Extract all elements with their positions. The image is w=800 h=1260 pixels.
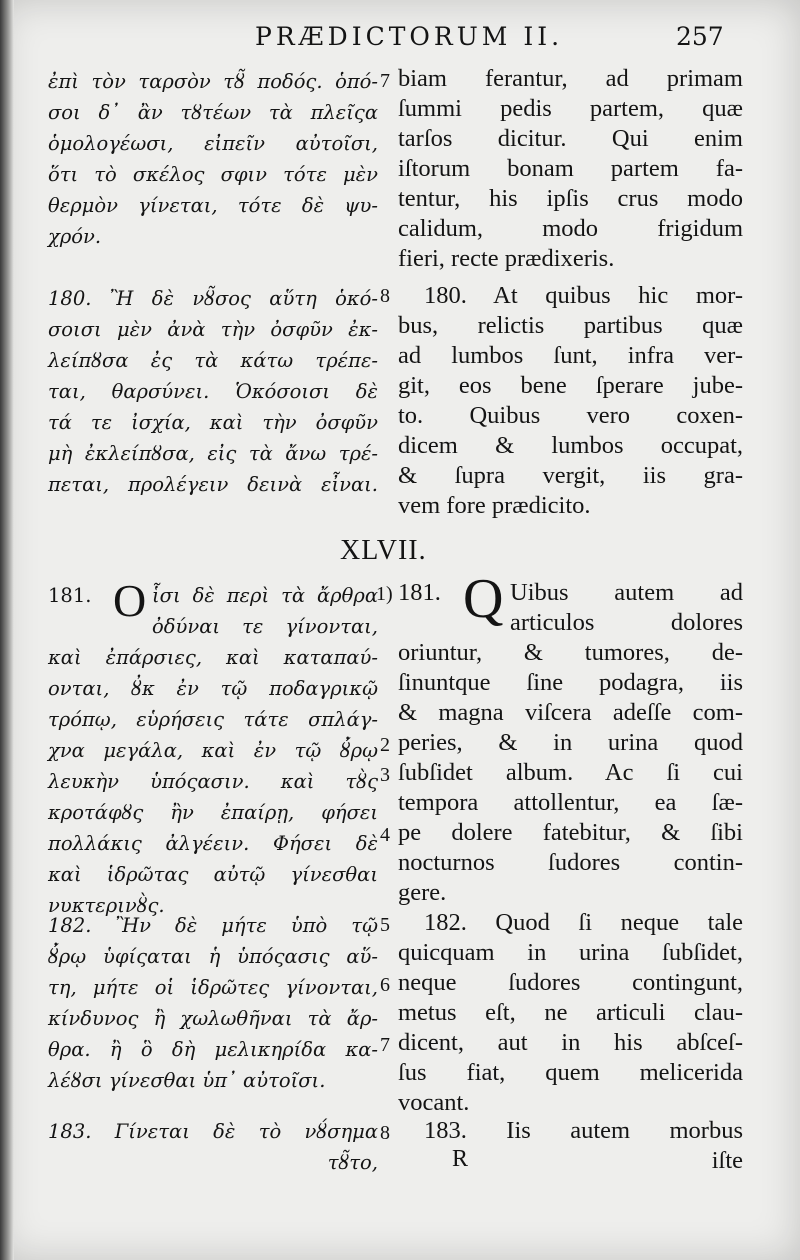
latin-line: dicent, aut in his abſceſ-: [398, 1029, 743, 1056]
latin-line: ſus fiat, quem melicerida: [398, 1059, 743, 1086]
greek-paragraph-183: [48, 1116, 378, 1178]
greek-paragraph-181-head: [152, 580, 378, 642]
greek-intro: [48, 66, 378, 252]
greek-line: 183. Γίνεται δὲ τὸ νȣ́σημα: [48, 1120, 378, 1143]
latin-line: & ſupra vergit, iis gra-: [398, 462, 743, 489]
latin-line: 180. At quibus hic mor-: [424, 282, 743, 309]
greek-paragraph-180: [48, 283, 378, 500]
latin-paragraph-180: [398, 281, 743, 521]
latin-paragraph-181-head: [510, 578, 743, 638]
latin-paragraph-181: [398, 638, 743, 908]
latin-line: iſtorum bonam partem fa-: [398, 155, 743, 182]
latin-line: tempora attollentur, ea ſæ-: [398, 789, 743, 816]
greek-line: καὶ ἐπάρσιες, καὶ καταπαύ-: [48, 646, 378, 669]
latin-line: vem fore prædicito.: [398, 492, 591, 519]
greek-line: νυκτερινȣ̀ς.: [48, 894, 165, 917]
greek-line: κροτάφȣς ἢν ἐπαίρῃ, φήσει: [48, 801, 378, 824]
greek-line: χνα μεγάλα, καὶ ἐν τῷ ȣ̓́ρῳ: [48, 739, 378, 762]
greek-line: ἐπὶ τὸν ταρσὸν τȣ̃ ποδός. ὁπό-: [48, 70, 378, 93]
marginal-number: 7: [380, 1034, 390, 1056]
greek-line: ονται, ȣ̓κ ἐν τῷ ποδαγρικῷ: [48, 677, 378, 700]
greek-line: σοι δ᾽ ἂν τȣτέων τὰ πλεῖςα: [48, 101, 378, 124]
latin-line: quicquam in urina ſubſidet,: [398, 939, 743, 966]
latin-line: neque ſudores contingunt,: [398, 969, 743, 996]
greek-line: μὴ ἐκλείπȣσα, εἰς τὰ ἄνω τρέ-: [48, 442, 378, 465]
greek-line: λέȣσι γίνεσθαι ὑπ᾽ αὐτοῖσι.: [48, 1069, 326, 1092]
greek-line: τά τε ἰσχία, καὶ τὴν ὀσφῦν: [48, 411, 378, 434]
marginal-number: 1): [376, 583, 393, 605]
greek-line: πεται, προλέγειν δεινὰ εἶναι.: [48, 473, 378, 496]
latin-line: bus, relictis partibus quæ: [398, 312, 743, 339]
marginal-number: 3: [380, 764, 390, 786]
latin-line: dicem & lumbos occupat,: [398, 432, 743, 459]
latin-line: ad lumbos ſunt, infra ver-: [398, 342, 743, 369]
greek-line: καὶ ἱδρῶτας αὐτῷ γίνεσθαι: [48, 863, 378, 886]
marginal-number: 8: [380, 285, 390, 307]
section-heading: XLVII.: [340, 535, 427, 566]
greek-paragraph-182: [48, 910, 378, 1096]
greek-line: ὀδύναι τε γίνονται,: [152, 615, 378, 638]
latin-line: & magna viſcera adeſſe com-: [398, 699, 743, 726]
latin-line: ſummi pedis partem, quæ: [398, 95, 743, 122]
latin-line: to. Quibus vero coxen-: [398, 402, 743, 429]
greek-line: ὅτι τὸ σκέλος σφιν τότε μὲν: [48, 163, 378, 186]
marginal-number: 8: [380, 1122, 390, 1144]
latin-line: calidum, modo frigidum: [398, 215, 743, 242]
greek-line: τρόπῳ, εὑρήσεις τάτε σπλάγ-: [48, 708, 378, 731]
latin-line: Uibus autem ad: [510, 579, 743, 606]
greek-line: κίνδυνος ἢ χωλωθῆναι τὰ ἄρ-: [48, 1007, 378, 1030]
page-spine-shadow: [0, 0, 14, 1260]
paragraph-number: 181.: [398, 579, 441, 606]
latin-line: nocturnos ſudores contin-: [398, 849, 743, 876]
latin-line: fieri, recte prædixeris.: [398, 245, 615, 272]
latin-line: git, eos bene ſperare jube-: [398, 372, 743, 399]
greek-line: τη, μήτε οἱ ἱδρῶτες γίνονται,: [48, 976, 378, 999]
greek-line: ȣ̓́ρῳ ὑφίςαται ἡ ὑπόςασις αὕ-: [48, 945, 378, 968]
greek-line: σοισι μὲν ἀνὰ τὴν ὀσφῦν ἐκ-: [48, 318, 378, 341]
latin-line: vocant.: [398, 1089, 470, 1116]
greek-line: θρα. ἢ ὃ δὴ μελικηρίδα κα-: [48, 1038, 378, 1061]
latin-drop-capital: Q: [463, 568, 504, 630]
greek-line: ται, θαρσύνει. Ὁκόσοισι δὲ: [48, 380, 378, 403]
latin-line: metus eſt, ne articuli clau-: [398, 999, 743, 1026]
greek-drop-capital: Ο: [113, 575, 147, 626]
latin-line: articulos dolores: [510, 609, 743, 636]
latin-paragraph-181-number: [398, 578, 458, 608]
greek-line: λείπȣσα ἐς τὰ κάτω τρέπε-: [48, 349, 378, 372]
marginal-number: 6: [380, 974, 390, 996]
greek-paragraph-181: [48, 642, 378, 921]
latin-line: ſinuntque ſine podagra, iis: [398, 669, 743, 696]
running-head: PRÆDICTORUM II.: [255, 22, 564, 51]
greek-line: 180. Ἢ δὲ νȣ̃σος αὕτη ὁκό-: [48, 287, 378, 310]
latin-line: peries, & in urina quod: [398, 729, 743, 756]
latin-line: oriuntur, & tumores, de-: [398, 639, 743, 666]
greek-line: ἷσι δὲ περὶ τὰ ἄρθρα: [152, 584, 378, 607]
latin-line: tarſos dicitur. Qui enim: [398, 125, 743, 152]
greek-line: ὁμολογέωσι, εἰπεῖν αὐτοῖσι,: [48, 132, 378, 155]
latin-line: gere.: [398, 879, 447, 906]
signature-mark: R: [452, 1146, 469, 1172]
latin-line: iſte: [711, 1147, 743, 1174]
marginal-number: 2: [380, 734, 390, 756]
latin-line: tentur, his ipſis crus modo: [398, 185, 743, 212]
greek-line: θερμὸν γίνεται, τότε δὲ ψυ-: [48, 194, 378, 217]
latin-line: 182. Quod ſi neque tale: [424, 909, 743, 936]
page-number: 257: [676, 22, 724, 51]
latin-paragraph-182: [398, 908, 743, 1118]
latin-line: pe dolere fatebitur, & ſibi: [398, 819, 743, 846]
latin-intro: [398, 64, 743, 274]
greek-line: λευκὴν ὑπόςασιν. καὶ τȣ̀ς: [48, 770, 378, 793]
greek-line: πολλάκις ἀλγέειν. Φήσει δὲ: [48, 832, 378, 855]
marginal-number: 7: [380, 70, 390, 92]
paragraph-number: 181.: [48, 584, 92, 607]
greek-paragraph-181-number: [48, 580, 98, 611]
latin-line: 183. Iis autem morbus: [424, 1117, 743, 1144]
latin-line: biam ferantur, ad primam: [398, 65, 743, 92]
greek-line: 182. Ἢν δὲ μήτε ὑπὸ τῷ: [48, 914, 378, 937]
latin-line: ſubſidet album. Ac ſi cui: [398, 759, 743, 786]
marginal-number: 4: [380, 824, 390, 846]
latin-paragraph-183: [398, 1116, 743, 1176]
greek-line: τȣ̃το,: [327, 1151, 378, 1174]
greek-line: χρόν.: [48, 225, 102, 248]
marginal-number: 5: [380, 914, 390, 936]
